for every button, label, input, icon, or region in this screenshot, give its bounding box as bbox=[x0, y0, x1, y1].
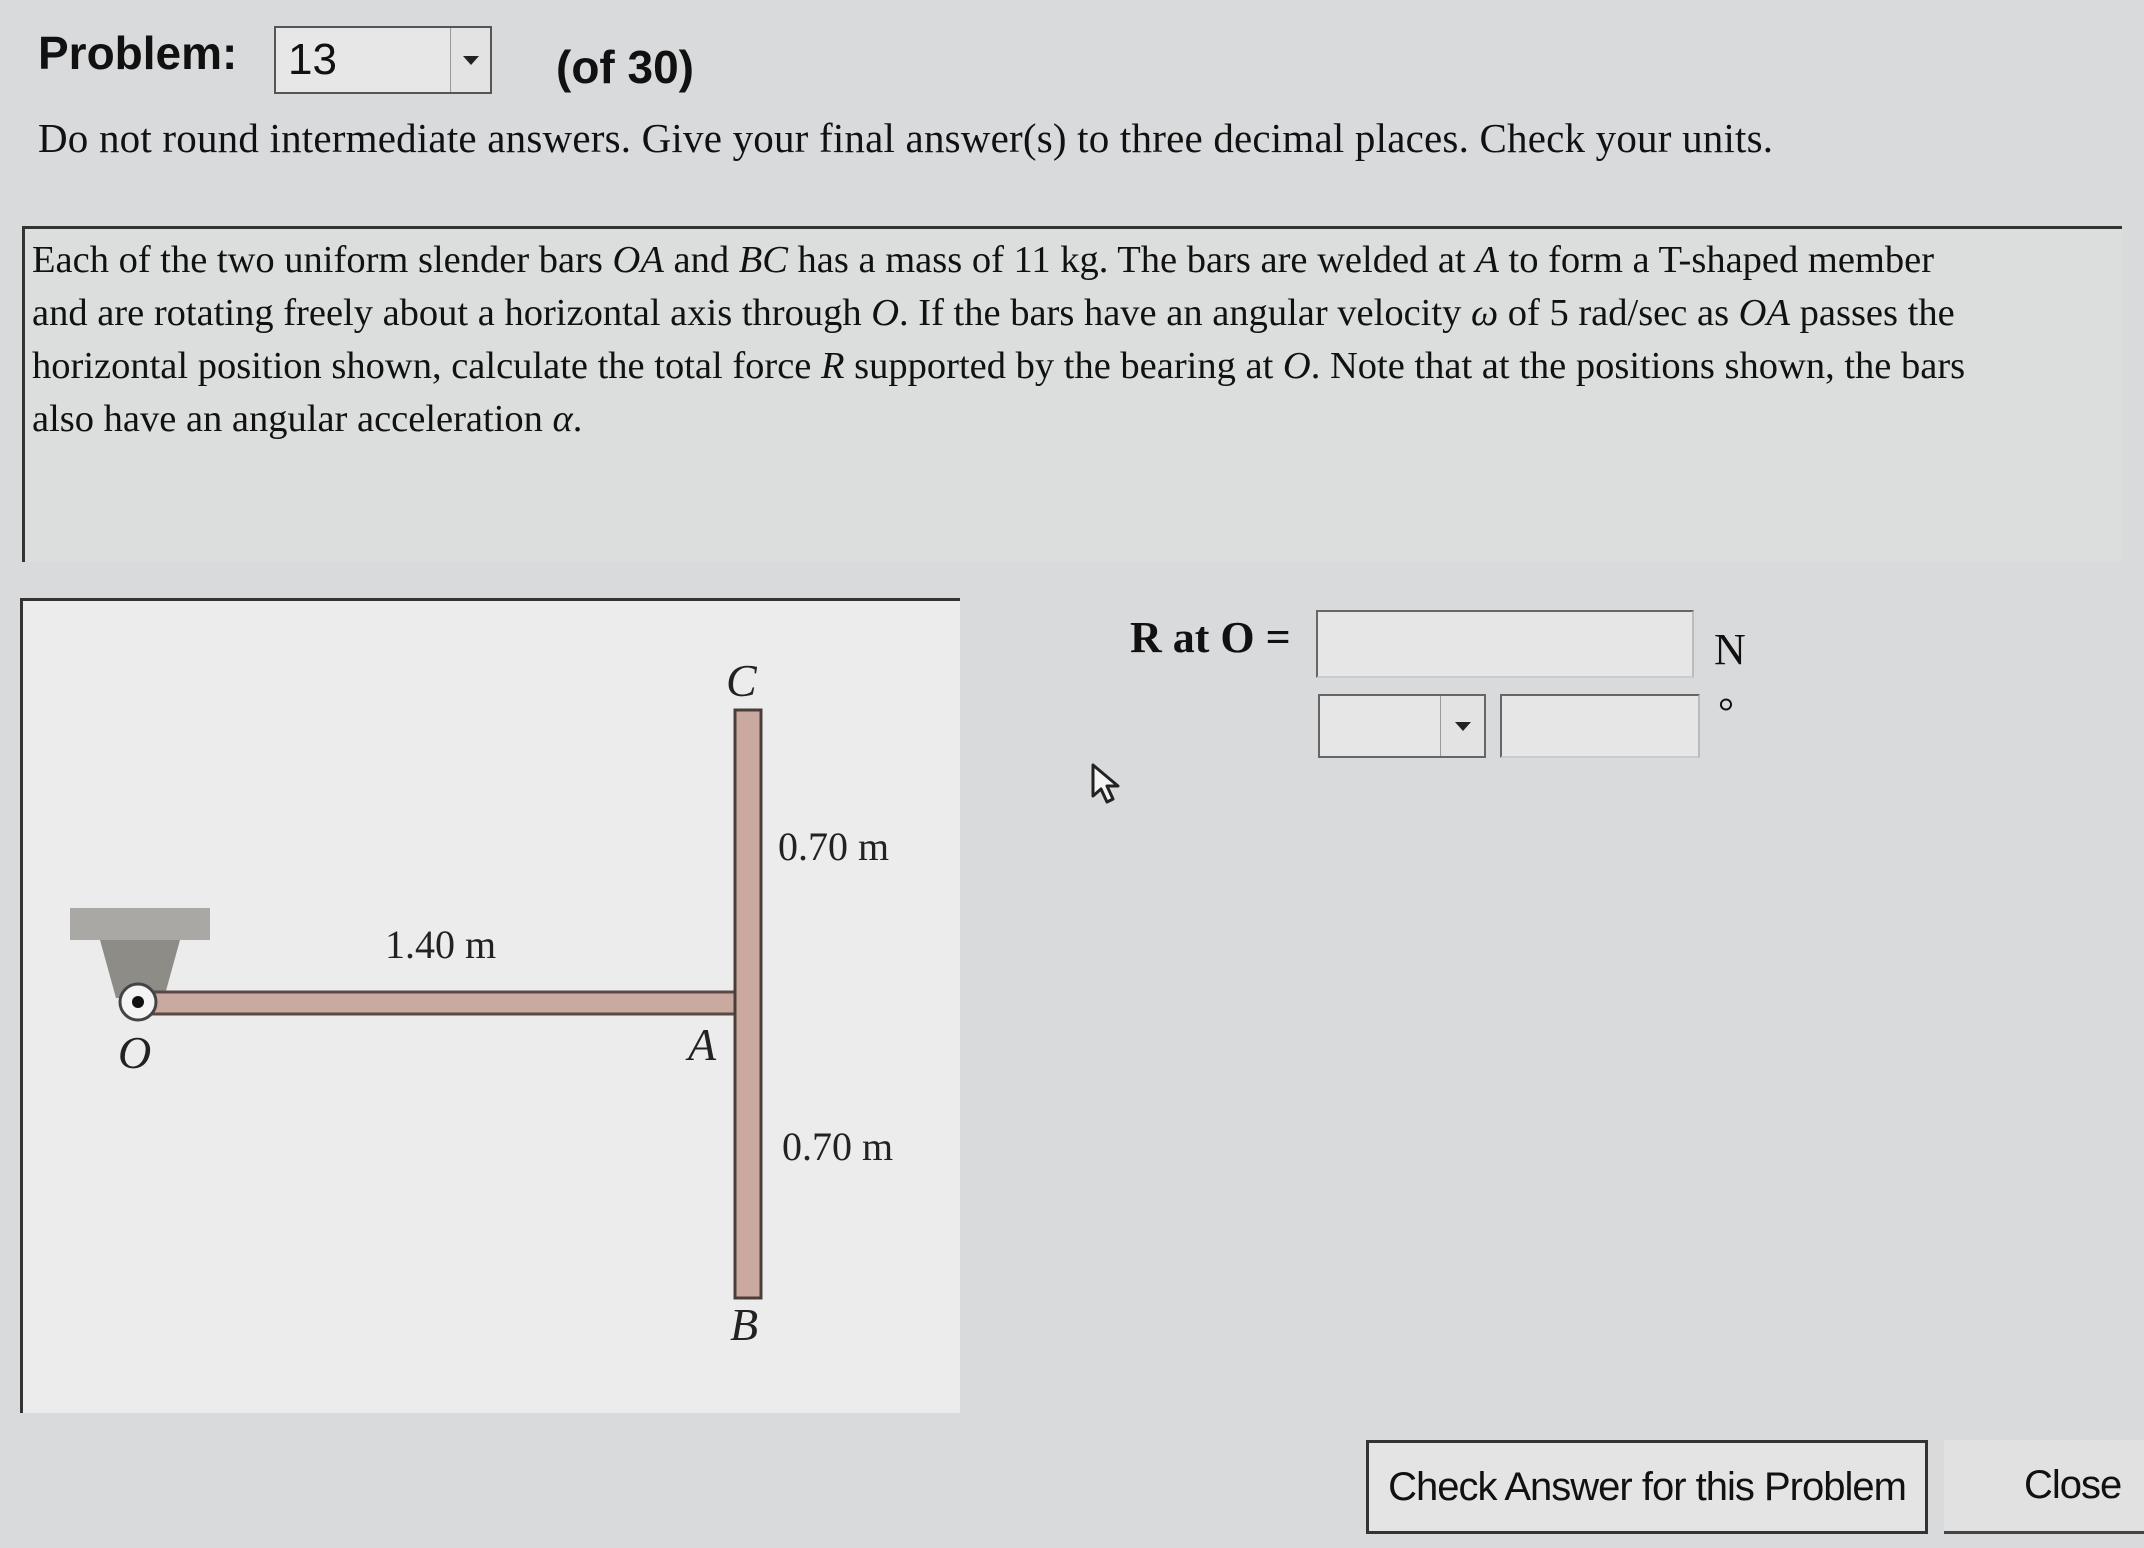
close-button[interactable]: Close bbox=[1944, 1440, 2144, 1534]
problem-count: (of 30) bbox=[556, 41, 694, 93]
chevron-down-icon[interactable] bbox=[1440, 696, 1484, 756]
bar-oa bbox=[138, 992, 760, 1014]
text: and are rotating freely about a horizontal axis through bbox=[32, 292, 872, 334]
label-o: O bbox=[118, 1027, 152, 1078]
var-o: O bbox=[871, 292, 900, 334]
dimension-ab: 0.70 m bbox=[782, 1124, 894, 1169]
var-omega: ω bbox=[1470, 292, 1499, 334]
pivot-pin bbox=[132, 996, 144, 1008]
dimension-ac: 0.70 m bbox=[778, 824, 890, 869]
degree-unit-label: ° bbox=[1718, 689, 1734, 734]
force-magnitude-input[interactable] bbox=[1316, 610, 1694, 678]
text: . If the bars have an angular velocity bbox=[899, 292, 1471, 334]
var-o: O bbox=[1282, 345, 1311, 387]
r-at-o-label: R at O = bbox=[1130, 613, 1291, 662]
chevron-down-icon[interactable] bbox=[450, 28, 490, 92]
label-c: C bbox=[726, 655, 757, 706]
text: also have an angular acceleration bbox=[32, 398, 553, 440]
label-b: B bbox=[730, 1299, 759, 1350]
text: passes the bbox=[1790, 292, 1955, 334]
problem-number-value: 13 bbox=[288, 35, 337, 84]
text: . Note that at the positions shown, the bars bbox=[1310, 345, 1966, 387]
ceiling-mount bbox=[70, 908, 210, 940]
problem-line-4 bbox=[32, 393, 2098, 446]
text: . bbox=[572, 398, 583, 440]
var-r: R bbox=[821, 345, 845, 387]
var-bc: BC bbox=[738, 239, 788, 281]
text: has a mass of 11 kg. The bars are welded at bbox=[787, 239, 1476, 281]
text: horizontal position shown, calculate the total force bbox=[32, 345, 822, 387]
t-bar-diagram bbox=[20, 598, 960, 1413]
force-unit-label: N bbox=[1714, 625, 1746, 674]
text: of 5 rad/sec as bbox=[1498, 292, 1739, 334]
var-oa: OA bbox=[1738, 292, 1790, 334]
var-alpha: α bbox=[552, 398, 573, 440]
text: and bbox=[663, 239, 739, 281]
angle-input[interactable] bbox=[1500, 694, 1700, 758]
mouse-cursor-icon bbox=[1090, 762, 1124, 806]
var-a: A bbox=[1475, 239, 1499, 281]
problem-label: Problem: bbox=[38, 27, 238, 79]
problem-statement bbox=[32, 234, 2098, 446]
check-answer-button[interactable]: Check Answer for this Problem bbox=[1366, 1440, 1928, 1534]
var-oa: OA bbox=[612, 239, 664, 281]
text: to form a T-shaped member bbox=[1498, 239, 1935, 281]
text: Each of the two uniform slender bars bbox=[32, 239, 613, 281]
dimension-oa: 1.40 m bbox=[385, 922, 497, 967]
problem-line-3 bbox=[32, 340, 2098, 393]
text: supported by the bearing at bbox=[844, 345, 1283, 387]
problem-line-1 bbox=[32, 234, 2098, 287]
bar-bc bbox=[735, 710, 761, 1298]
problem-number-select[interactable] bbox=[274, 26, 492, 94]
problem-line-2 bbox=[32, 287, 2098, 340]
direction-select[interactable] bbox=[1318, 694, 1486, 758]
instructions-text: Do not round intermediate answers. Give your final answer(s) to three decimal places. Check your units. bbox=[38, 115, 1774, 161]
label-a: A bbox=[688, 1019, 717, 1070]
